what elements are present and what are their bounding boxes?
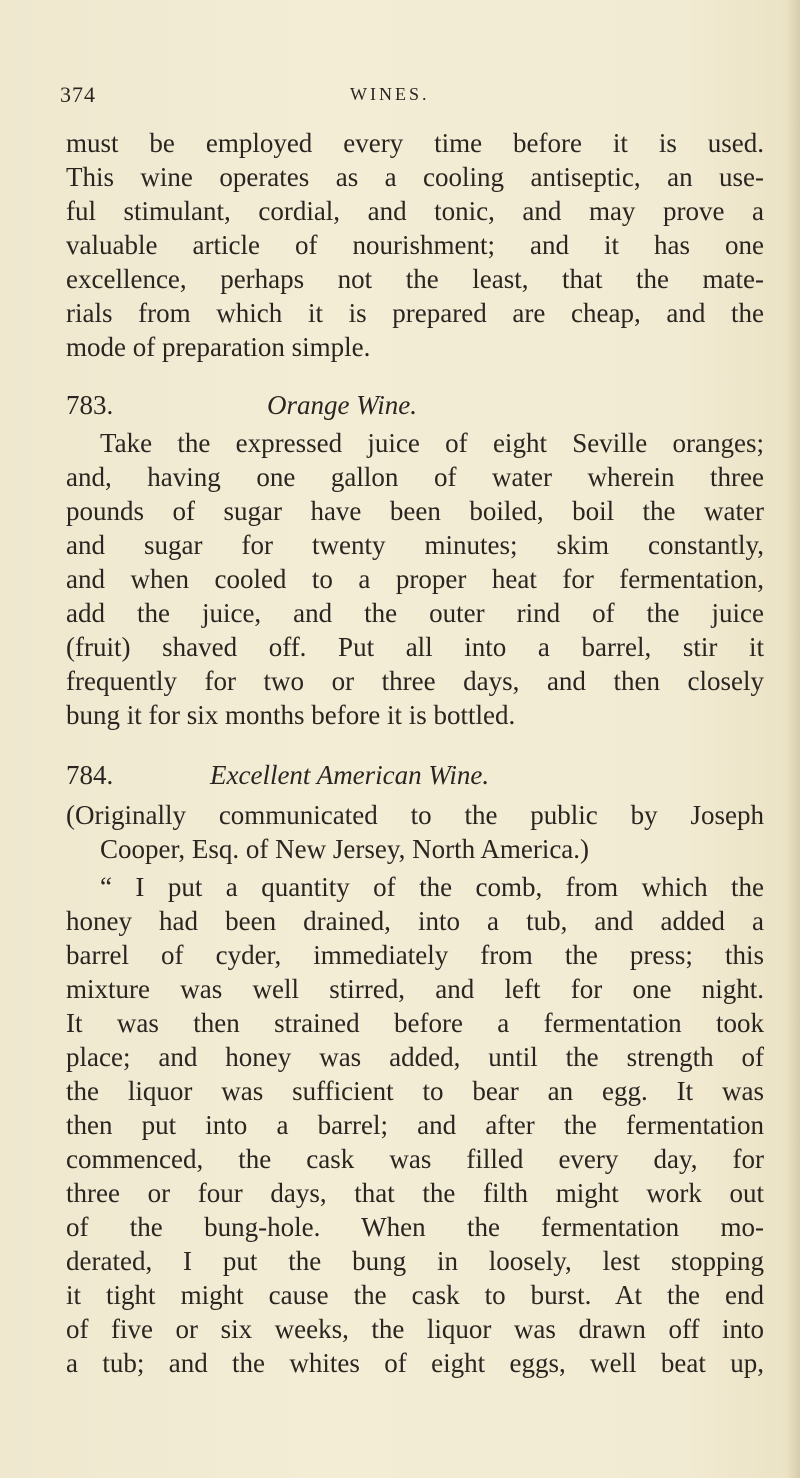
recipe-783-line: add the juice, and the outer rind of the juice: [66, 598, 764, 628]
recipe-783-line: and, having one gallon of water wherein three: [66, 462, 764, 492]
recipe-783-line: and when cooled to a proper heat for fermentation,: [66, 564, 764, 594]
recipe-784-heading: [66, 758, 490, 792]
recipe-784-line: barrel of cyder, immediately from the press; this: [66, 940, 764, 970]
recipe-783-line: frequently for two or three days, and then closely: [66, 666, 764, 696]
page-number: 374: [60, 82, 96, 107]
intro-line: This wine operates as a cooling antiseptic, an use-: [66, 162, 764, 192]
recipe-783-line: and sugar for twenty minutes; skim constantly,: [66, 530, 764, 560]
running-title: WINES.: [350, 84, 430, 104]
intro-line: must be employed every time before it is used.: [66, 128, 764, 158]
recipe-title: Orange Wine.: [267, 390, 417, 420]
recipe-784-line: of the bung-hole. When the fermentation mo-: [66, 1212, 764, 1242]
recipe-784-line: derated, I put the bung in loosely, lest stopping: [66, 1246, 764, 1276]
recipe-784-line: commenced, the cask was filled every day, for: [66, 1144, 764, 1174]
recipe-784-line: then put into a barrel; and after the fermentation: [66, 1110, 764, 1140]
recipe-784-line: it tight might cause the cask to burst. At the end: [66, 1280, 764, 1310]
recipe-784-line: a tub; and the whites of eight eggs, well beat up,: [66, 1348, 764, 1378]
recipe-783-line: Take the expressed juice of eight Seville oranges;: [100, 428, 764, 458]
recipe-783-line: pounds of sugar have been boiled, boil the water: [66, 496, 764, 526]
recipe-784-line: three or four days, that the filth might work out: [66, 1178, 764, 1208]
recipe-783-line: (fruit) shaved off. Put all into a barrel, stir it: [66, 632, 764, 662]
recipe-783-line: bung it for six months before it is bottled.: [66, 700, 516, 730]
recipe-number: 784.: [66, 760, 114, 790]
page-edge-shadow: [786, 0, 800, 1478]
recipe-784-line: place; and honey was added, until the strength of: [66, 1042, 764, 1072]
recipe-title: Excellent American Wine.: [210, 760, 490, 790]
recipe-784-line: “ I put a quantity of the comb, from which the: [100, 872, 764, 902]
recipe-number: 783.: [66, 390, 114, 420]
recipe-784-note-line: Cooper, Esq. of New Jersey, North America.): [100, 834, 590, 864]
page-header: [60, 82, 760, 112]
intro-line: excellence, perhaps not the least, that the mate-: [66, 264, 764, 294]
intro-line: valuable article of nourishment; and it has one: [66, 230, 764, 260]
recipe-784-note-line: (Originally communicated to the public by Joseph: [66, 800, 764, 830]
intro-line: rials from which it is prepared are cheap, and the: [66, 298, 764, 328]
intro-line: mode of preparation simple.: [66, 332, 371, 362]
recipe-784-line: the liquor was sufficient to bear an egg. It was: [66, 1076, 764, 1106]
intro-line: ful stimulant, cordial, and tonic, and may prove a: [66, 196, 764, 226]
recipe-784-line: honey had been drained, into a tub, and added a: [66, 906, 764, 936]
recipe-784-line: of five or six weeks, the liquor was drawn off into: [66, 1314, 764, 1344]
recipe-784-line: It was then strained before a fermentation took: [66, 1008, 764, 1038]
recipe-784-line: mixture was well stirred, and left for one night.: [66, 974, 764, 1004]
recipe-783-heading: [66, 388, 417, 422]
